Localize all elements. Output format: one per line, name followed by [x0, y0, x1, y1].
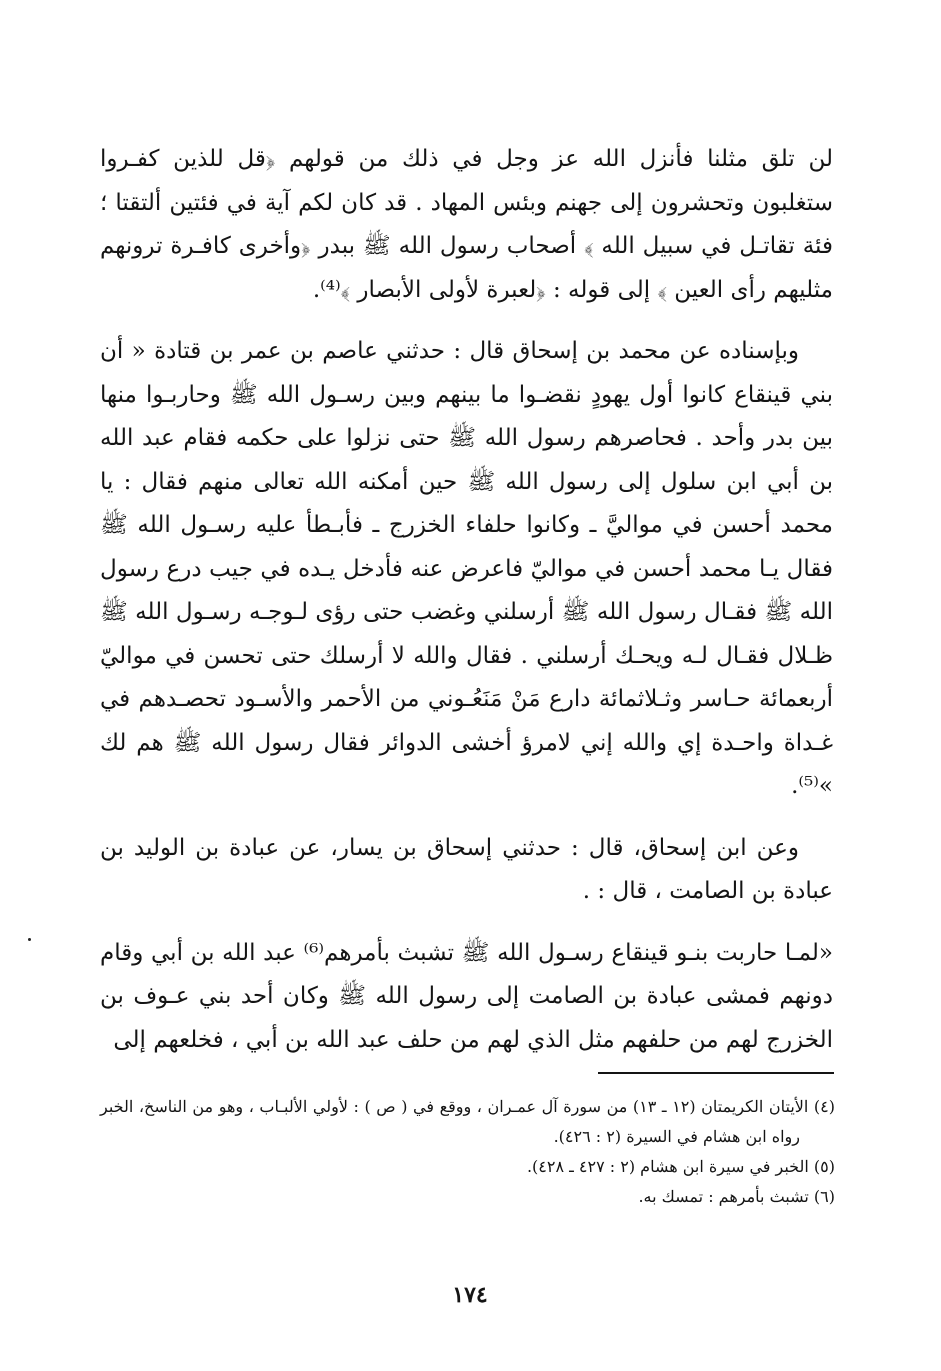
footnote-separator	[598, 1072, 834, 1074]
footnote-6: (٦) تشبث بأمرهم : تمسك به.	[638, 1187, 835, 1206]
footnote-5: (٥) الخبر في سيرة ابن هشام (٢ : ٤٢٧ ـ ٤٢٨).	[526, 1157, 835, 1176]
scan-speck	[28, 938, 31, 941]
paragraph-ubadah-narration: «لمـا حاربت بنـو قينقاع رسـول الله ﷺ تشبث بأمرهم⁽⁶⁾ عبد الله بن أبي وقام دونهم فمشى عبادة بن الصامت إلى رسول الله ﷺ وكان أحد بني عـوف بن الخزرج لهم من حلفهم مثل الذي لهم من حلف عبد الله بن أبي ، فخلعهم إلى	[100, 939, 833, 1053]
paragraph-verses: لن تلق مثلنا فأنزل الله عز وجل في ذلك من قولهم ﴿قل للذين كفـروا ستغلبون وتحشرون إلى جهنم وبئس المهاد . قد كان لكم آية في فئتين ألتقتا ؛ فئة تقاتـل في سبيل الله ﴾ أصحاب رسول الله ﷺ ببدر ﴿وأخرى كافـرة ترونهم مثليهم رأى العين ﴾ إلى قوله : ﴿لعبرة لأولى الأبصار ﴾⁽⁴⁾.	[100, 146, 833, 303]
paragraph-qaynuqa-narration: وبإسناده عن محمد بن إسحاق قال : حدثني عاصم بن عمر بن قتادة « أن بني قينقاع كانوا أول يهودٍ نقضـوا ما بينهم وبين رسـول الله ﷺ وحاربـوا منها بين بدر وأحد . فحاصرهم رسول الله ﷺ حتى نزلوا على حكمه فقام عبد الله بن أبي ابن سلول إلى رسول الله ﷺ حين أمكنه الله تعالى منهم فقال : يا محمد أحسن في مواليَّ ـ وكانوا حلفاء الخزرج ـ فأبـطأ عليه رسـول الله ﷺ فقال يـا محمد أحسن في مواليّ فاعرض عنه فأدخل يـده في جيب درع رسول الله ﷺ فقـال رسول الله ﷺ أرسلني وغضب حتى رؤى لـوجـه رسـول الله ﷺ ظـلال فقـال لـه ويحـك أرسلني . فقال والله لا أرسلك حتى تحسن في مواليّ أربعمائة حـاسر وثـلاثمائة دارع مَنْ مَنَعُـوني من الأحمر والأسـود تحصـدهم في غـداة واحـدة إي والله إني لامرؤ أخشى الدوائر فقال رسول الله ﷺ هم لك »⁽⁵⁾.	[100, 338, 833, 799]
page-number: ١٧٤	[452, 1282, 488, 1308]
paragraph-isnad: وعن ابن إسحاق، قال : حدثني إسحاق بن يسار، عن عبادة بن الوليد بن عبادة بن الصامت ، قال : .	[100, 834, 833, 904]
main-text	[100, 138, 833, 1080]
footnote-4: (٤) الأيتان الكريمتان (١٢ ـ ١٣) من سورة آل عمـران ، ووقع في ( ص ) : لأولي الألبـاب ، وهو من الناسخ، الخبر رواه ابن هشام في السيرة (٢ : ٤٢٦).	[100, 1097, 835, 1146]
footnotes	[100, 1092, 835, 1212]
